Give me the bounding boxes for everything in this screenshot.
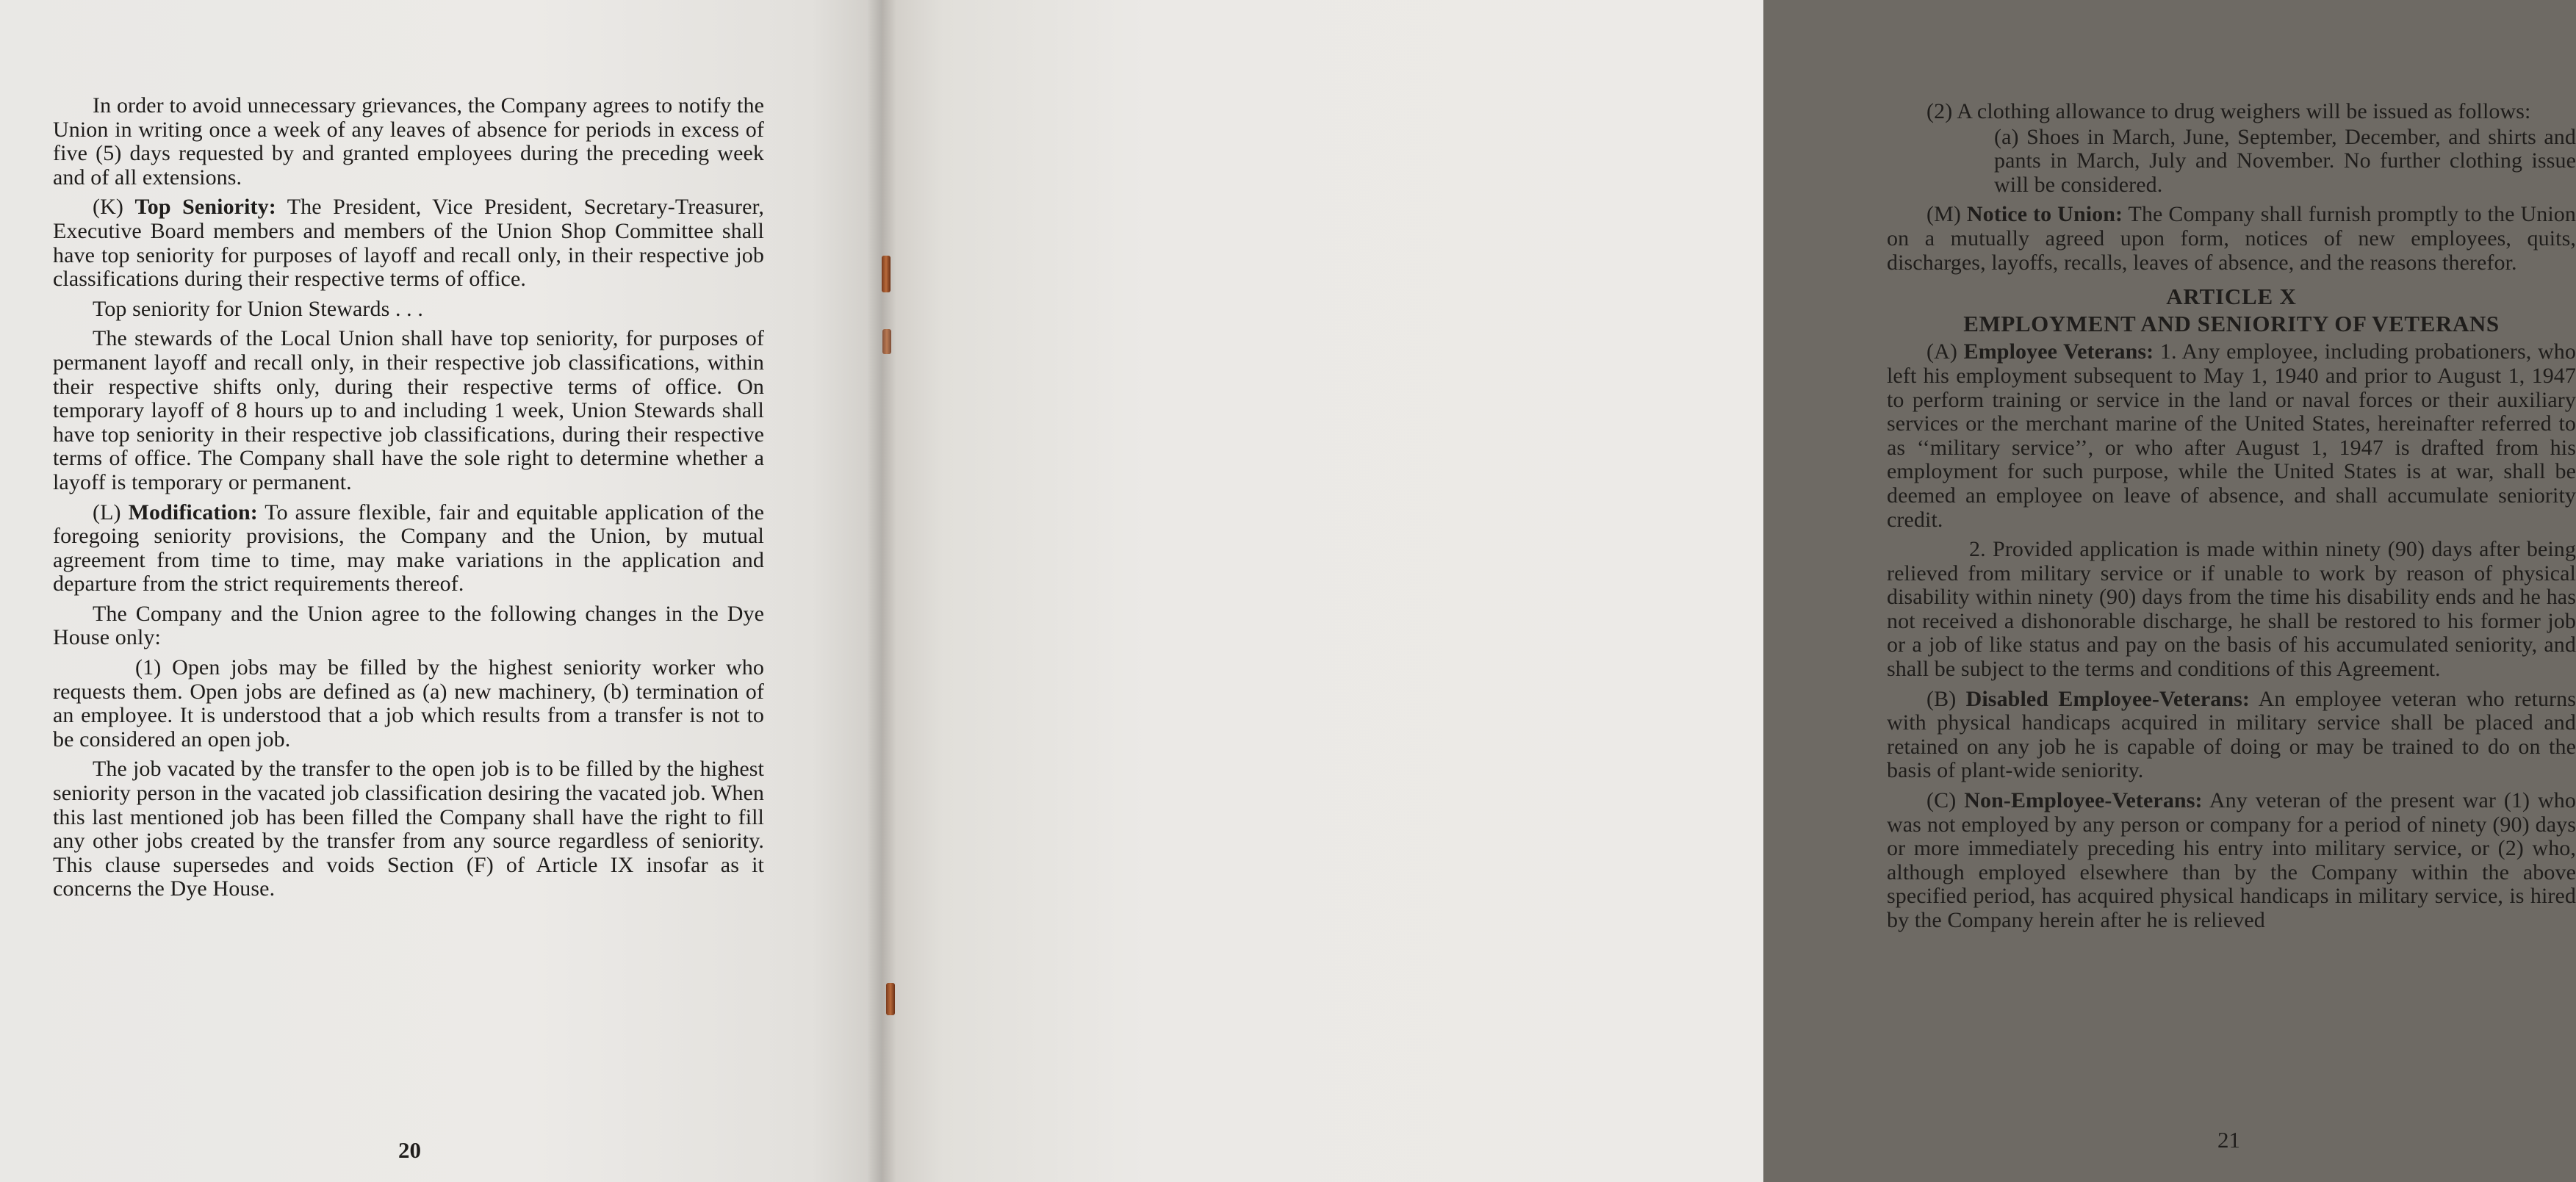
paragraph-text: The job vacated by the transfer to the open job is to be filled by the highest seniority person in the vacated job classification desiring the vacated job. When this last mentioned job has been filled the Company shall have the right to fill any other jobs created by the transfer from any source regardless of seniority. This clause supersedes and voids Section (F) of Article IX insofar as it concerns the Dye House. [53, 757, 764, 901]
left-page [0, 0, 882, 1182]
paragraph-non-employee-veterans [1887, 789, 2576, 933]
paragraph-stewards [53, 327, 764, 494]
paragraph-dye-house [53, 602, 764, 650]
paragraph-disabled-veterans [1887, 688, 2576, 783]
staple-rust-mark [882, 329, 891, 354]
section-label: (A) [1926, 339, 1957, 364]
paragraph-text: The stewards of the Local Union shall have top seniority, for purposes of permanent layoff and recall only, in their respective job classifications, within their respective shifts only, during their respective terms of office. On temporary layoff of 8 hours up to and including 1 week, Union Stewards shall have top seniority in their respective job classifications, during their respective terms of office. The Company shall have the sole right to determine whether a layoff is temporary or permanent. [53, 326, 764, 494]
left-page-text [53, 94, 764, 907]
section-label: (K) [93, 195, 123, 220]
paragraph-text: (a) Shoes in March, June, September, December, and shirts and pants in March, July and November. No further clothing issue will be considered. [1994, 124, 2576, 197]
paragraph-open-jobs [53, 656, 764, 752]
paragraph-text: The Company and the Union agree to the following changes in the Dye House only: [53, 601, 764, 650]
staple-rust-mark [886, 983, 895, 1015]
section-heading: Employee Veterans: [1963, 339, 2154, 364]
section-label: (M) [1926, 202, 1961, 227]
paragraph-text: 2. Provided application is made within ninety (90) days after being relieved from military service or if unable to work by reason of physical disability within ninety (90) days from the time his disability ends and he has not received a dishonorable discharge, he shall be restored to his former job or a job of like status and pay on the basis of his accumulated seniority, and shall be subject to the terms and conditions of this Agreement. [1887, 537, 2576, 682]
right-page-text [1887, 100, 2576, 939]
paragraph-stewards-heading [53, 298, 764, 322]
section-label: (B) [1926, 686, 1957, 711]
paragraph-text: Top seniority for Union Stewards . . . [93, 296, 423, 321]
paragraph-top-seniority [53, 195, 764, 291]
paragraph-leave-notice [53, 94, 764, 190]
section-label: (L) [93, 500, 121, 525]
paragraph-text: Any veteran of the present war (1) who was not employed by any person or company for a period of ninety (90) days or more immediately preceding his entry into military service, or (2) who, although employed elsewhere than by the Company within the above specified period, has acquired physical handicaps in military service, is hired by the Company herein after he is relieved [1887, 788, 2576, 932]
paragraph-text: The Company shall furnish promptly to the Union on a mutually agreed upon form, notices of new employees, quits, discharges, layoffs, recalls, leaves of absence, and the reasons therefor. [1887, 202, 2576, 275]
section-heading: Disabled Employee-Veterans: [1965, 686, 2251, 711]
paragraph-text: In order to avoid unnecessary grievances, the Company agrees to notify the Union in writing once a week of any leaves of absence for periods in excess of five (5) days requested by and granted employees during the preceding week and of all extensions. [53, 93, 764, 190]
paragraph-text: To assure flexible, fair and equitable application of the foregoing seniority provisions, the Company and the Union, by mutual agreement from time to time, may make variations in the application and departure from the strict requirements thereof. [53, 500, 764, 597]
section-heading: Modification: [128, 500, 258, 525]
section-label: (C) [1926, 788, 1957, 813]
paragraph-text: (1) Open jobs may be filled by the highest seniority worker who requests them. Open jobs are defined as (a) new machinery, (b) termination of an employee. It is understood that a job which results from a transfer is not to be considered an open job. [53, 655, 764, 752]
section-heading: Notice to Union: [1966, 202, 2123, 227]
page-number: 20 [398, 1137, 421, 1163]
paragraph-clothing-item [1994, 126, 2576, 198]
right-page [882, 0, 2576, 1182]
paragraph-employee-veterans [1887, 340, 2576, 532]
article-title: ARTICLE X [2166, 284, 2297, 310]
paragraph-clothing [1887, 100, 2576, 124]
section-heading: Top Seniority: [134, 195, 276, 220]
article-subtitle: EMPLOYMENT AND SENIORITY OF VETERANS [1963, 310, 2500, 336]
paragraph-application [1887, 538, 2576, 682]
paragraph-text: The President, Vice President, Secretary-Treasurer, Executive Board members and members of the Union Shop Committee shall have top seniority for purposes of layoff and recall only, in their respective job classifications during their respective terms of office. [53, 195, 764, 292]
paragraph-text: 1. Any employee, including probationers, who left his employment subsequent to May 1, 1940 and prior to August 1, 1947 to perform training or service in the land or naval forces or their auxiliary services or the merchant marine of the United States, hereinafter referred to as ‘‘military service’’, or who after August 1, 1947 is drafted from his employment for such purpose, while the United States is at war, shall be deemed an employee on leave of absence, and shall accumulate seniority credit. [1887, 339, 2576, 532]
paragraph-text: An employee veteran who returns with physical handicaps acquired in military service shall be placed and retained on any job he is capable of doing or may be trained to do on the basis of plant-wide seniority. [1887, 686, 2576, 783]
section-heading: Non-Employee-Veterans: [1964, 788, 2203, 813]
page-number: 21 [2217, 1127, 2240, 1153]
paragraph-modification [53, 501, 764, 597]
paragraph-text: (2) A clothing allowance to drug weighers will be issued as follows: [1926, 99, 2531, 123]
paragraph-notice-union [1887, 203, 2576, 275]
staple-rust-mark [882, 256, 891, 292]
paragraph-vacated-job [53, 757, 764, 901]
